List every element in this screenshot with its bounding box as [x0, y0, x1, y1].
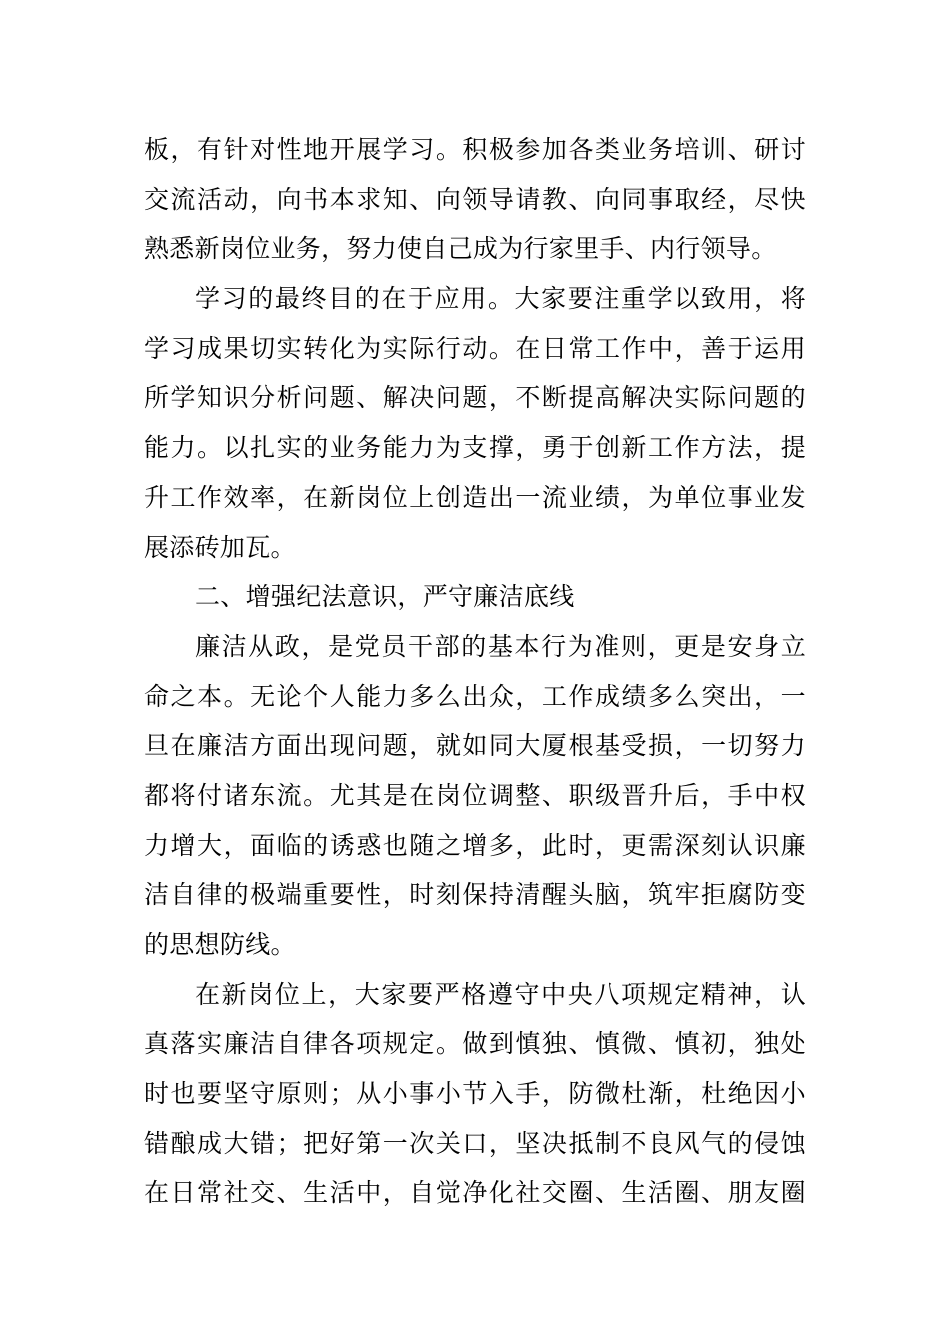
text-line: 时也要坚守原则；从小事小节入手，防微杜渐，杜绝因小	[144, 1079, 806, 1109]
text-line: 命之本。无论个人能力多么出众，工作成绩多么突出，一	[144, 681, 806, 711]
text-line: 能力。以扎实的业务能力为支撑，勇于创新工作方法，提	[144, 433, 806, 463]
paragraph-first-line: 二、增强纪法意识，严守廉洁底线	[195, 582, 575, 612]
text-line: 的思想防线。	[144, 930, 296, 959]
paragraph-first-line: 学习的最终目的在于应用。大家要注重学以致用，将	[195, 284, 806, 314]
text-line: 错酿成大错；把好第一次关口，坚决抵制不良风气的侵蚀	[144, 1128, 806, 1158]
text-line: 洁自律的极端重要性，时刻保持清醒头脑，筑牢拒腐防变	[144, 880, 806, 910]
paragraph-first-line: 在新岗位上，大家要严格遵守中央八项规定精神，认	[195, 979, 806, 1009]
text-line: 在日常社交、生活中，自觉净化社交圈、生活圈、朋友圈	[144, 1178, 806, 1208]
text-line: 都将付诸东流。尤其是在岗位调整、职级晋升后，手中权	[144, 780, 806, 810]
text-line: 熟悉新岗位业务，努力使自己成为行家里手、内行领导。	[144, 234, 777, 264]
text-line: 板，有针对性地开展学习。积极参加各类业务培训、研讨	[144, 135, 806, 164]
text-line: 展添砖加瓦。	[144, 532, 296, 562]
document-body	[144, 125, 806, 1218]
text-line: 所学知识分析问题、解决问题，不断提高解决实际问题的	[144, 383, 806, 413]
text-line: 升工作效率，在新岗位上创造出一流业绩，为单位事业发	[144, 482, 806, 512]
text-line: 真落实廉洁自律各项规定。做到慎独、慎微、慎初，独处	[144, 1029, 806, 1059]
paragraph-first-line: 廉洁从政，是党员干部的基本行为准则，更是安身立	[195, 631, 806, 661]
text-line: 学习成果切实转化为实际行动。在日常工作中，善于运用	[144, 333, 806, 363]
text-line: 力增大，面临的诱惑也随之增多，此时，更需深刻认识廉	[144, 830, 806, 860]
text-line: 交流活动，向书本求知、向领导请教、向同事取经，尽快	[144, 184, 806, 214]
text-line: 旦在廉洁方面出现问题，就如同大厦根基受损，一切努力	[144, 731, 806, 761]
